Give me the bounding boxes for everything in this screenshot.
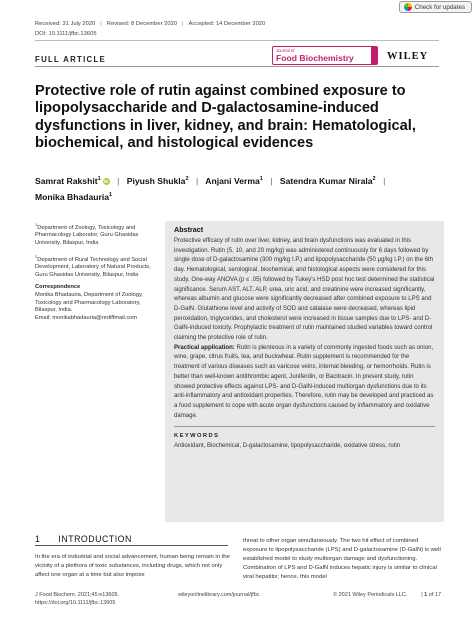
orcid-icon[interactable]: iD xyxy=(103,178,109,184)
section-label: FULL ARTICLE xyxy=(35,55,107,64)
footer-journal: J Food Biochem. 2021;45:e13605. xyxy=(35,592,120,598)
abstract-box xyxy=(165,221,444,522)
page-number: | 1 of 17 xyxy=(421,592,441,598)
introduction-heading xyxy=(35,534,230,544)
author-name[interactable]: Monika Bhadauria xyxy=(35,192,110,203)
journal-logo-small: Journal of xyxy=(276,48,295,53)
author-list: Samrat Rakshit$^1$ iD | Piyush Shukla$^2$ | Anjani Verma$^1$ | Satendra Kumar Nirala$^2$ | Monika Bhadauria$^1$ xyxy=(35,175,386,203)
affiliations xyxy=(35,221,160,327)
footer-site-link[interactable]: wileyonlinelibrary.com/journal/jfbc xyxy=(178,592,260,598)
introduction-left-column: In the era of industrial and social advancement, human being remain in the vicinity of a plethora of toxic substances, including drugs, which not only affect one organ at a time but also impose xyxy=(35,554,230,578)
abstract-body: Protective efficacy of rutin over liver, kidney, and brain dysfunctions was evaluated in this investigation. Rutin (5, 10, and 20 mg/kg) was administered continuously for 6 days followed by single dose of D-galactosamine (300 mg/kg I.P.) and lipopolysaccharide (50 μg/kg I.P.) on the 6th day. Hematological, serological, biochemical, and histological aspects were considered for this study. One-way ANOVA (p ≤ .05) followed by Tukey's HSD post hoc test determined the statistical significance. Serum AST, ALT, ALP, urea, uric acid, and creatinine were increased significantly, whereas albumin and glucose were significantly decreased after combined exposure to LPS and D-GalN. Glutathione level and activity of SOD and catalase were decreased, whereas lipid peroxidation, triglycerides, and cholesterol were increased in tissue samples due to LPS- and D-GalN-induced toxicity. Prophylactic treatment of rutin maintained studied variables toward control claiming the protective role of rutin. xyxy=(174,238,435,342)
publisher-logo[interactable]: WILEY xyxy=(387,51,429,62)
abstract-heading: Abstract xyxy=(174,225,204,234)
affiliation-2: $^2$Department of Rural Technology and Social Development, Laboratory of Natural Products, Guru Ghasidas University, Bilaspur, India xyxy=(35,253,151,278)
author-name[interactable]: Piyush Shukla xyxy=(126,175,186,186)
author-name[interactable]: Samrat Rakshit xyxy=(35,175,98,186)
accepted-date: Accepted: 14 December 2020 xyxy=(188,21,266,27)
section-divider xyxy=(35,66,439,67)
footer-doi[interactable]: https://doi.org/10.1111/jfbc.13605 xyxy=(35,600,116,606)
affiliation-1: $^1$Department of Zoology, Toxicology and Pharmacology Laborator, Guru Ghasidas University, Bilaspur, India xyxy=(35,222,139,247)
author-name[interactable]: Satendra Kumar Nirala xyxy=(279,175,373,186)
practical-application-body: Rutin is plenteous in a variety of commonly ingested foods such as onion, wine, grape, citrus fruits, tea, and buckwheat. Rutin supplement is recommended for the treatment of various diseases such as varicose veins, internal bleeding, or hemorrhoids. Rutin is better than well-known antithrombic agent, Juniferdin, or Bacitracin. In present study, rutin showed protective effects against LPS- and D-GalN-induced multiorgan dysfunctions due to its anti-inflammatory and antioxidant properties. Therefore, rutin may be developed and practiced as a food supplement to cope with acute organ dysfunctions caused by inflammatory and oxidative damage. xyxy=(174,344,434,419)
introduction-right-column: threat to other organ simultaneously. The two hit effect of combined exposure to lipopolysaccharide (LPS) and D-galactosamine (D-GalN) is well established model to study multiorgan damage and dysfunctioning. Combination of LPS and D-GalN induces hepatic injury is similar to clinical viral hepatitis; hence, this model xyxy=(243,538,441,580)
journal-logo-bar xyxy=(371,47,377,64)
revised-date: Revised: 8 December 2020 xyxy=(106,21,178,27)
footer-copyright: © 2021 Wiley Periodicals LLC. xyxy=(333,592,408,598)
received-date: Received: 31 July 2020 xyxy=(35,21,96,27)
author-name[interactable]: Anjani Verma xyxy=(205,175,260,186)
correspondence-body: Monika Bhadauria, Department of Zoology, Toxicology and Pharmacology Laboratory, Bilaspur, India. xyxy=(35,291,144,314)
practical-application-label: Practical application: xyxy=(174,344,235,351)
introduction-divider xyxy=(35,545,228,546)
article-dates: Received: 31 July 2020 | Revised: 8 December 2020 | Accepted: 14 December 2020 xyxy=(35,21,266,27)
check-for-updates-button[interactable] xyxy=(399,1,472,13)
journal-logo-name: Food Biochemistry xyxy=(276,53,354,63)
correspondence-email[interactable]: Email: monikabhadauria@rediffmail.com xyxy=(35,314,138,321)
section-number: 1 xyxy=(35,534,41,544)
practical-application xyxy=(174,344,435,422)
doi[interactable]: DOI: 10.1111/jfbc.13605 xyxy=(35,31,97,37)
header-divider xyxy=(35,40,439,41)
check-for-updates-label: Check for updates xyxy=(414,3,465,11)
journal-logo[interactable] xyxy=(272,46,378,65)
section-title: INTRODUCTION xyxy=(58,534,132,544)
article-title: Protective role of rutin against combined exposure to lipopolysaccharide and D-galactosamine-induced dysfunctions in liver, kidney, and brain: Hematological, biochemical, and histological evidences xyxy=(35,83,416,152)
keywords-divider xyxy=(174,426,435,427)
keywords-heading: KEYWORDS xyxy=(174,433,220,440)
crossmark-icon xyxy=(404,3,412,11)
correspondence-heading: Correspondence xyxy=(35,284,81,291)
keywords: Antioxidant, Biochemical, D-galactosamine, lipopolysaccharide, oxidative stress, rutin xyxy=(174,443,401,450)
